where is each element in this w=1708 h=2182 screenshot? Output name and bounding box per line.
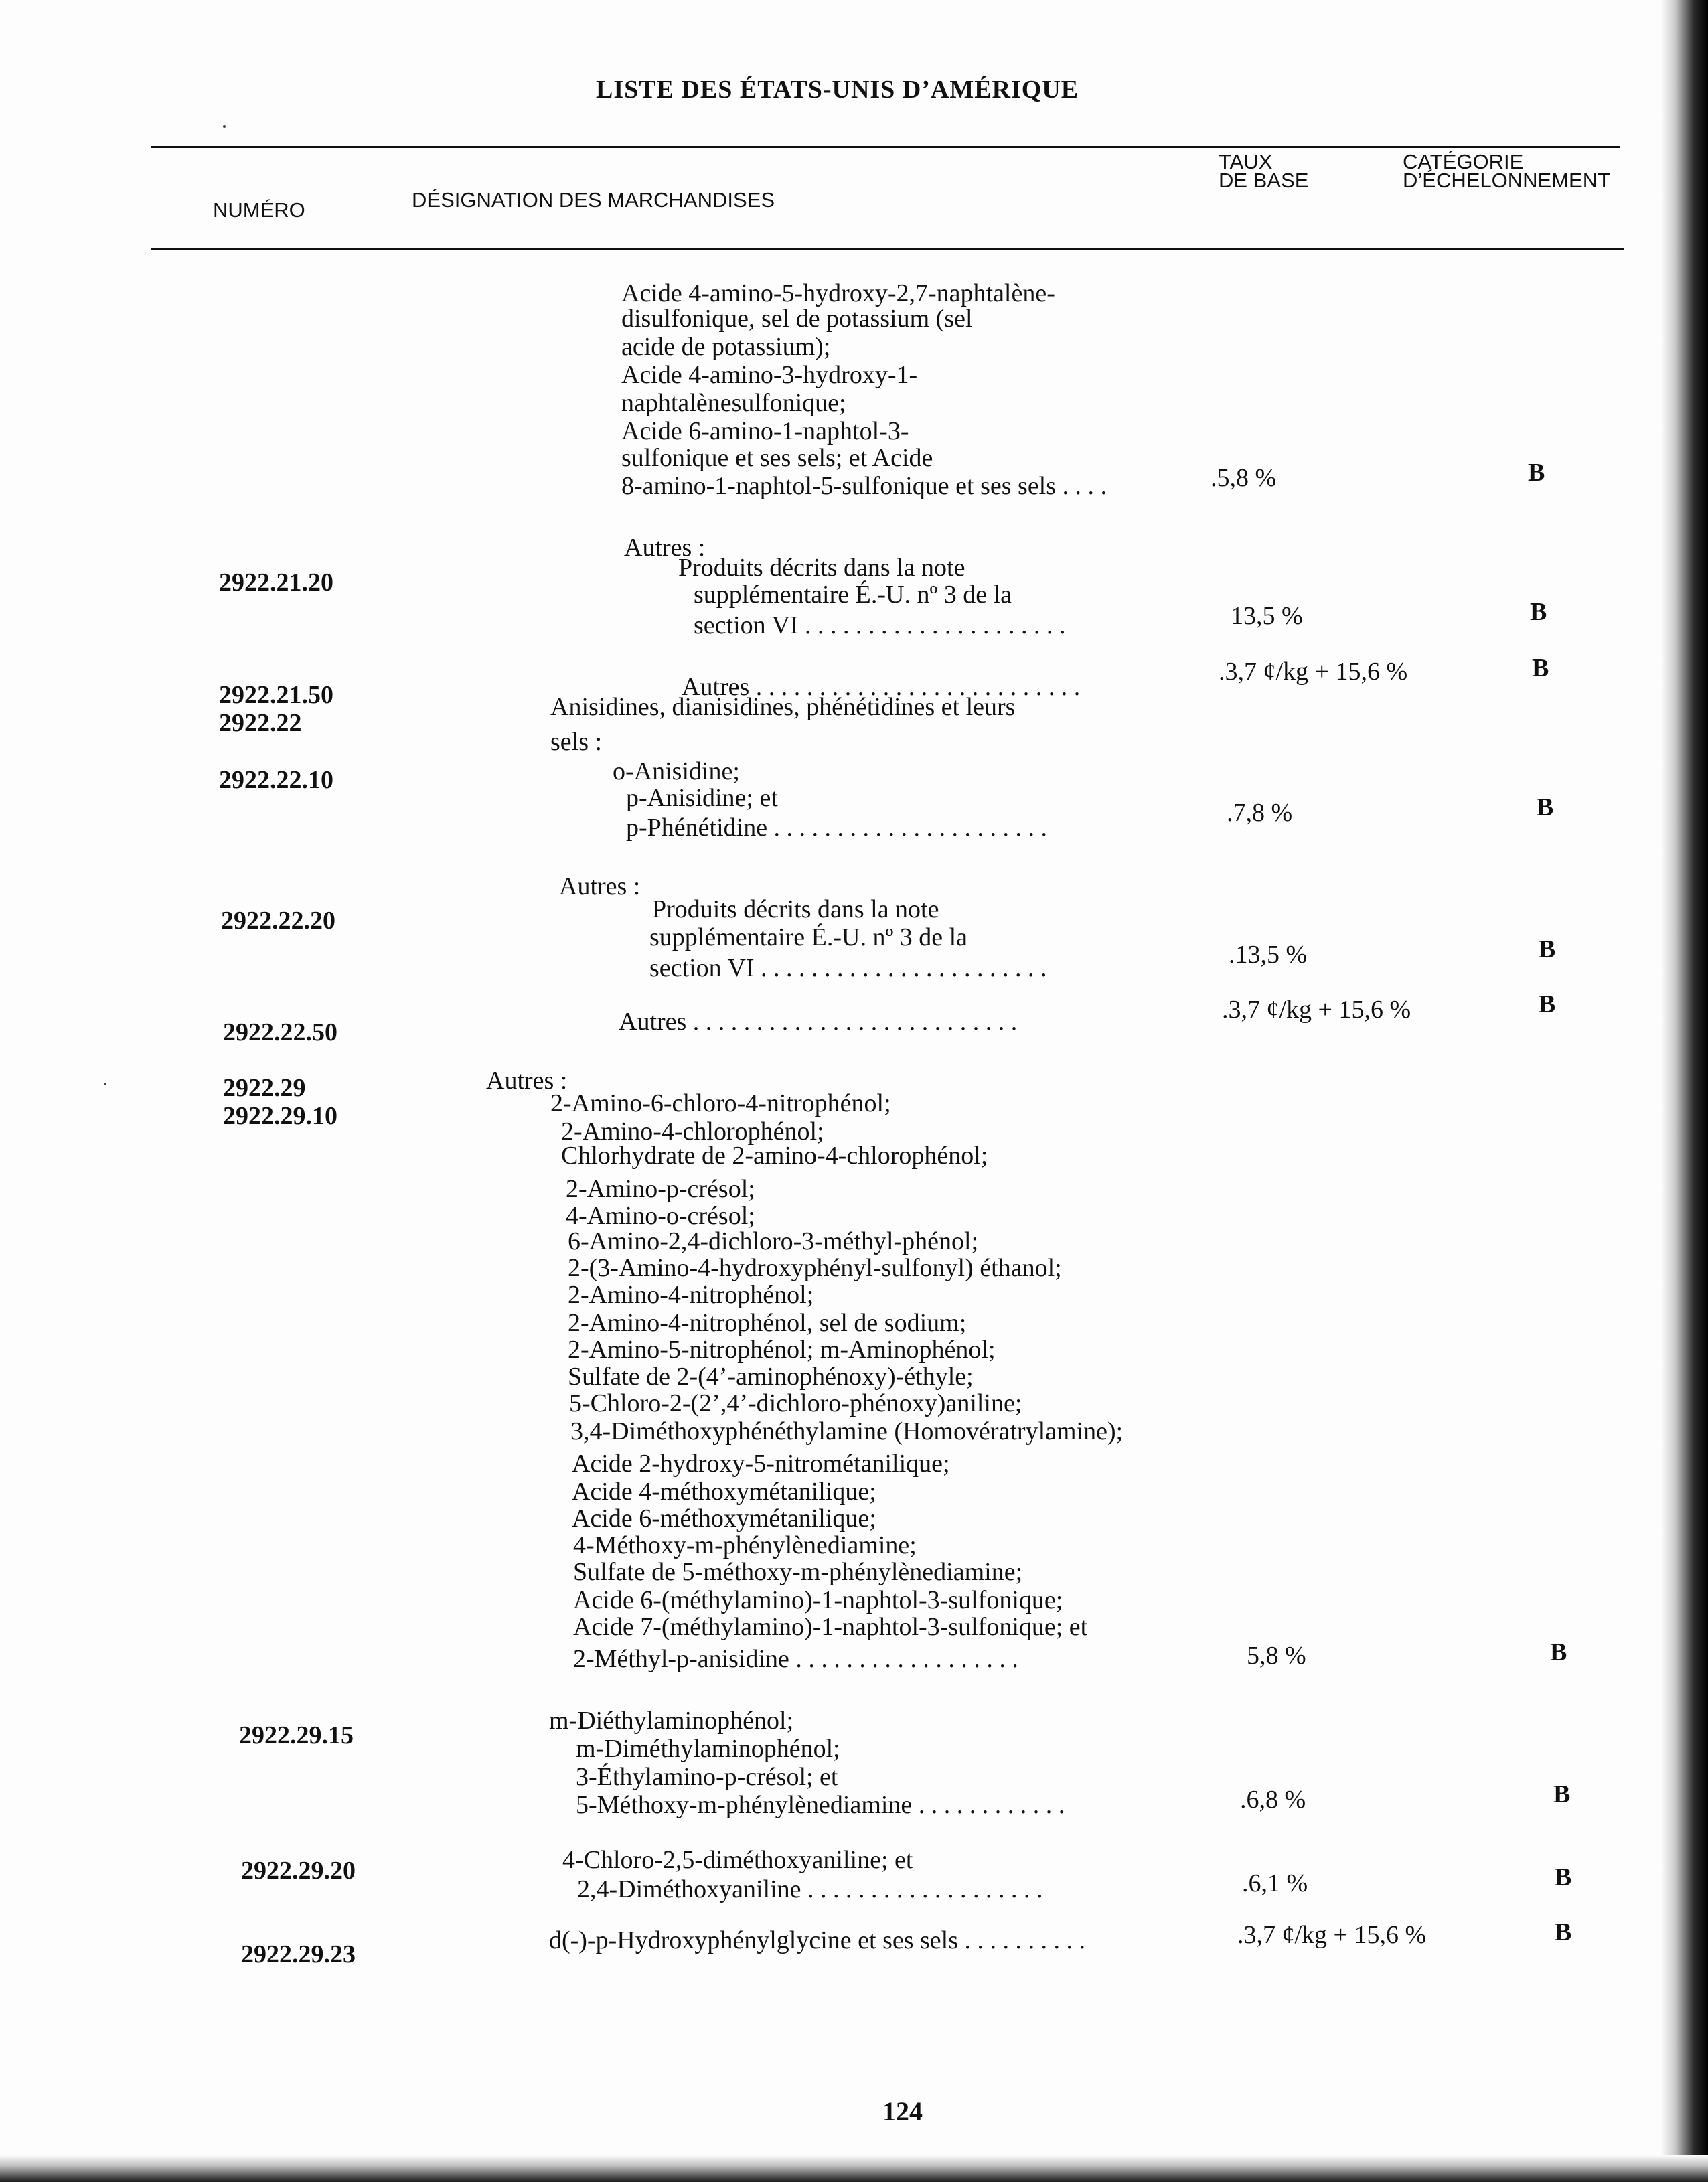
tariff-number: 2922.22.50 xyxy=(223,1018,337,1046)
description-line: Produits décrits dans la note xyxy=(678,554,965,582)
description-line: p-Phénétidine . . . . . . . . . . . . . . . . . . . . . . xyxy=(626,813,1048,842)
column-header-numero: NUMÉRO xyxy=(213,198,305,222)
description-line: 8-amino-1-naphtol-5-sulfonique et ses sels . . . . xyxy=(621,472,1107,500)
description-line: Autres . . . . . . . . . . . . . . . . . . . . . . . . . . xyxy=(619,1008,1018,1036)
description-line: 2-Amino-6-chloro-4-nitrophénol; xyxy=(550,1089,891,1117)
description-line: 2,4-Diméthoxyaniline . . . . . . . . . . . . . . . . . . . xyxy=(577,1875,1043,1903)
description-line: disulfonique, sel de potassium (sel xyxy=(621,305,973,333)
description-line: 4-Amino-o-crésol; xyxy=(566,1202,755,1230)
description-line: Acide 4-méthoxymétanilique; xyxy=(572,1478,876,1506)
description-line: Acide 6-méthoxymétanilique; xyxy=(572,1504,876,1533)
description-line: Chlorhydrate de 2-amino-4-chlorophénol; xyxy=(561,1142,988,1170)
base-rate: .3,7 ¢/kg + 15,6 % xyxy=(1219,657,1408,686)
column-header-categorie-line1: CATÉGORIE xyxy=(1403,150,1524,173)
description-line: Acide 7-(méthylamino)-1-naphtol-3-sulfonique; et xyxy=(573,1613,1088,1641)
base-rate: 5,8 % xyxy=(1247,1642,1306,1670)
description-line: Acide 6-(méthylamino)-1-naphtol-3-sulfonique; xyxy=(573,1586,1063,1614)
description-line: Sulfate de 5-méthoxy-m-phénylènediamine; xyxy=(573,1558,1023,1586)
description-line: Anisidines, dianisidines, phénétidines et leurs xyxy=(550,693,1016,721)
base-rate: .6,8 % xyxy=(1240,1786,1306,1814)
description-line: 2-Amino-4-nitrophénol, sel de sodium; xyxy=(568,1309,967,1337)
staging-category: B xyxy=(1539,935,1556,963)
top-rule xyxy=(151,146,1620,148)
staging-category: B xyxy=(1530,598,1547,626)
description-line: m-Diéthylaminophénol; xyxy=(549,1707,794,1735)
tariff-number: 2922.29 xyxy=(223,1074,306,1102)
tariff-number: 2922.22.20 xyxy=(221,907,335,935)
column-header-taux xyxy=(1219,150,1309,192)
base-rate: .3,7 ¢/kg + 15,6 % xyxy=(1222,996,1411,1024)
description-line: p-Anisidine; et xyxy=(626,784,778,812)
staging-category: B xyxy=(1555,1863,1572,1891)
description-line: Acide 4-amino-5-hydroxy-2,7-naphtalène- xyxy=(621,279,1055,307)
base-rate: .7,8 % xyxy=(1227,799,1293,827)
description-line: Acide 2-hydroxy-5-nitrométanilique; xyxy=(572,1450,950,1478)
description-line: Produits décrits dans la note xyxy=(652,895,939,923)
description-line: o-Anisidine; xyxy=(613,757,740,785)
base-rate: .6,1 % xyxy=(1242,1869,1308,1897)
column-header-taux-line1: TAUX xyxy=(1219,150,1273,173)
tariff-number: 2922.29.23 xyxy=(241,1940,356,1968)
tariff-number: 2922.22.10 xyxy=(219,766,333,794)
staging-category: B xyxy=(1532,654,1549,682)
staging-category: B xyxy=(1553,1780,1571,1808)
description-line: 4-Chloro-2,5-diméthoxyaniline; et xyxy=(562,1846,913,1874)
page-title: LISTE DES ÉTATS-UNIS D’AMÉRIQUE xyxy=(596,76,1079,104)
description-line: supplémentaire É.-U. nº 3 de la xyxy=(649,923,968,951)
column-header-categorie xyxy=(1403,150,1611,192)
tariff-number: 2922.29.20 xyxy=(241,1857,356,1885)
description-line: 2-Méthyl-p-anisidine . . . . . . . . . . . . . . . . . . xyxy=(573,1645,1018,1673)
description-line: supplémentaire É.-U. nº 3 de la xyxy=(694,580,1012,609)
description-line: Acide 6-amino-1-naphtol-3- xyxy=(621,417,909,445)
description-line: 2-Amino-4-chlorophénol; xyxy=(561,1117,824,1146)
column-header-designation: DÉSIGNATION DES MARCHANDISES xyxy=(412,188,775,212)
tariff-number: 2922.21.50 xyxy=(219,681,333,709)
tariff-number: 2922.29.15 xyxy=(239,1721,354,1749)
description-line: 5-Chloro-2-(2’,4’-dichloro-phénoxy)aniline; xyxy=(569,1389,1022,1417)
base-rate: .5,8 % xyxy=(1211,464,1277,492)
tariff-number: 2922.29.10 xyxy=(223,1102,337,1130)
staging-category: B xyxy=(1528,459,1545,487)
tariff-number: 2922.22 xyxy=(219,709,302,737)
description-line: Autres : xyxy=(559,872,641,901)
description-line: 2-Amino-4-nitrophénol; xyxy=(568,1281,814,1309)
description-line: Autres : xyxy=(486,1067,568,1095)
description-line: d(-)-p-Hydroxyphénylglycine et ses sels . . . . . . . . . . xyxy=(549,1926,1086,1954)
tariff-number: 2922.21.20 xyxy=(219,568,333,597)
page-bottom-edge xyxy=(0,2155,1708,2182)
description-line: Sulfate de 2-(4’-aminophénoxy)-éthyle; xyxy=(568,1362,974,1391)
description-line: 2-Amino-5-nitrophénol; m-Aminophénol; xyxy=(568,1336,996,1364)
description-line: acide de potassium); xyxy=(621,333,831,361)
staging-category: B xyxy=(1537,793,1554,822)
staging-category: B xyxy=(1555,1918,1572,1946)
description-line: 2-(3-Amino-4-hydroxyphényl-sulfonyl) éthanol; xyxy=(568,1254,1062,1282)
description-line: Acide 4-amino-3-hydroxy-1- xyxy=(621,361,918,389)
description-line: 2-Amino-p-crésol; xyxy=(566,1175,755,1203)
base-rate: .3,7 ¢/kg + 15,6 % xyxy=(1237,1921,1427,1949)
base-rate: 13,5 % xyxy=(1231,602,1303,630)
description-line: 5-Méthoxy-m-phénylènediamine . . . . . . . . . . . . xyxy=(576,1791,1065,1819)
column-header-categorie-line2: D’ÉCHELONNEMENT xyxy=(1403,169,1611,192)
scan-speck xyxy=(104,1083,106,1085)
description-line: section VI . . . . . . . . . . . . . . . . . . . . . . . xyxy=(649,954,1047,982)
description-line: 3,4-Diméthoxyphénéthylamine (Homovératrylamine); xyxy=(570,1417,1123,1446)
column-header-taux-line2: DE BASE xyxy=(1219,169,1309,192)
description-line: m-Diméthylaminophénol; xyxy=(576,1735,840,1763)
description-line: sulfonique et ses sels; et Acide xyxy=(621,444,933,472)
description-line: section VI . . . . . . . . . . . . . . . . . . . . . xyxy=(694,611,1066,639)
header-bottom-rule xyxy=(151,248,1624,250)
description-line: naphtalènesulfonique; xyxy=(621,389,846,417)
description-line: Autres : xyxy=(624,534,706,562)
description-line: Autres . . . . . . . . . . . . . . . . . . . . . . . . . . xyxy=(682,673,1081,701)
staging-category: B xyxy=(1539,990,1556,1018)
scan-speck xyxy=(223,125,226,128)
description-line: 3-Éthylamino-p-crésol; et xyxy=(576,1763,838,1791)
description-line: 6-Amino-2,4-dichloro-3-méthyl-phénol; xyxy=(568,1227,979,1255)
base-rate: .13,5 % xyxy=(1229,941,1308,969)
book-spine-shadow xyxy=(1661,0,1708,2182)
description-line: 4-Méthoxy-m-phénylènediamine; xyxy=(573,1531,917,1559)
page-number: 124 xyxy=(882,2096,923,2126)
staging-category: B xyxy=(1550,1638,1567,1666)
description-line: sels : xyxy=(550,728,603,756)
